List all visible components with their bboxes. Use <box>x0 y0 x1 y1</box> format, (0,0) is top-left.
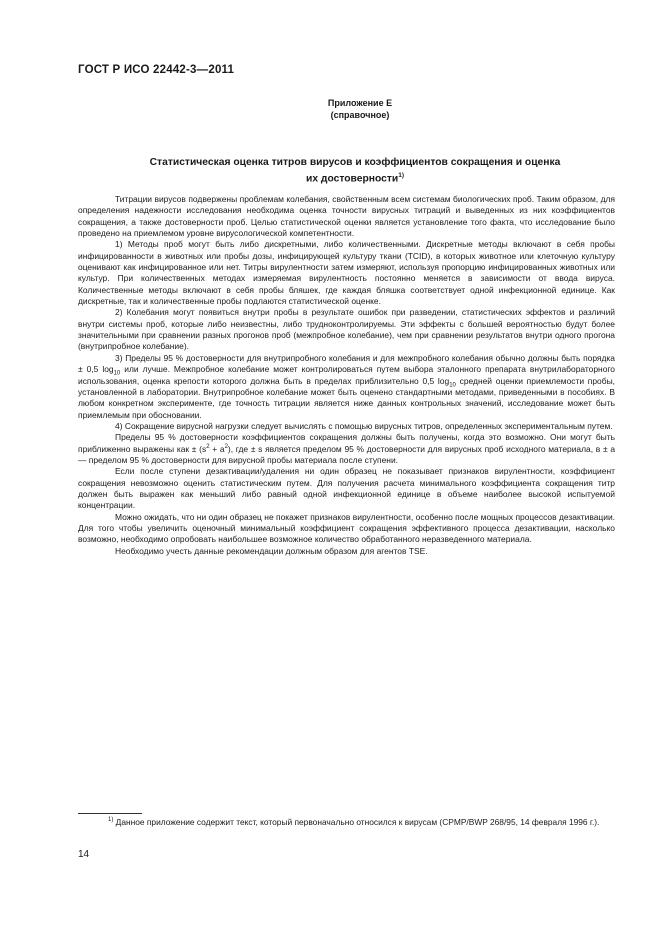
section-title <box>90 156 620 185</box>
log-subscript-2: 10 <box>449 382 456 389</box>
superscript-2: 2 <box>224 443 228 450</box>
body-text <box>78 194 615 557</box>
paragraph-3-part-b: или лучше. Межпробное колебание может контролироваться путем выбора эталонного препарата внутрилабораторного использования, оценка крепости которого должна быть в пределах приблизительно 0,5 log <box>78 364 615 386</box>
paragraph-7: Можно ожидать, что ни один образец не покажет признаков вирулентности, особенно после мощных процессов дезактивации. Для того чтобы увеличить оценочный минимальный коэффициент сокращения эффективного процесса дезактивации, насколько возможно, необходимо опробовать наибольшее возможное количество обработанного неразведенного материала. <box>78 511 615 545</box>
paragraph-5 <box>78 432 615 466</box>
paragraph-intro: Титрации вирусов подвержены проблемам колебания, свойственным всем системам биологических проб. Таким образом, для определения надежности исследования необходима оценка точности вирусных титраций и выведенных из них коэффициентов сокращения, а также достоверности проб. Целью статистической оценки является установление того факта, что исследование было проведено на приемлемом уровне вирусологической компетентности. <box>78 194 615 239</box>
annex-label: Приложение Е <box>327 98 393 108</box>
paragraph-3-part-a: 3) Пределы 95 % достоверности для внутрипробного колебания и для межпробного колебания обычно должны быть порядка ± 0,5 log <box>78 352 615 375</box>
paragraph-5-part-b: + a <box>209 443 225 454</box>
annex-status: (справочное) <box>330 110 390 120</box>
title-line-2-text: их достоверности <box>306 173 399 185</box>
annex-heading <box>260 97 460 121</box>
title-line-2 <box>90 169 620 185</box>
title-line-1: Статистическая оценка титров вирусов и коэффициентов сокращения и оценка <box>149 157 561 168</box>
paragraph-5-part-a: Пределы 95 % достоверности коэффициентов сокращения должны быть получены, когда это возможно. Они могут быть приближенно выражены как ± (s <box>78 432 615 454</box>
footnote <box>78 817 615 829</box>
paragraph-1: 1) Методы проб могут быть либо дискретными, либо количественными. Дискретные методы включают в себя пробы инфицированности в животных или пробы дозы, инфицирующей культуру ткани (TCID), в которых животное или клеточную культуру оценивают как инфицированное или нет. Титры вирулентности затем измеряют, используя пропорцию инфицированных животных или культур. При количественных методах измеряемая вирулентность постоянно меняется в зависимости от ввода вируса. Количественные методы включают в себя пробы бляшек, где каждая бляшка соответствует одной инфекционной единице. Как дискретные, так и количественные пробы подлаются статистической оценке. <box>78 239 615 307</box>
footnote-paragraph <box>78 817 615 829</box>
paragraph-6: Если после ступени дезактивации/удаления ни один образец не показывает признаков вирулентности, коэффициент сокращения невозможно оценить статистическим путем. Для получения расчета минимального коэффициента сокращения титр должен быть выражен как меньший либо равный одной инфекционной единице в объеме наиболее высокой испытуемой концентрации. <box>78 466 615 511</box>
paragraph-8: Необходимо учесть данные рекомендации должным образом для агентов TSE. <box>115 545 428 556</box>
paragraph-4: 4) Сокращение вирусной нагрузки следует вычислять с помощью вирусных титров, определенных экспериментальным путем. <box>115 420 613 431</box>
log-subscript-1: 10 <box>113 370 121 377</box>
footnote-text: Данное приложение содержит текст, который первоначально относился к вирусам (CPMP/BWP 268/95, 14 февраля 1996 г.). <box>113 817 600 827</box>
paragraph-5-part-c: ), где ± s является пределом 95 % достоверности для вирусных проб исходного материала, в ± a — пределом 95 % достоверности для вирусной пробы материала после ступени. <box>78 443 616 465</box>
document-header: ГОСТ Р ИСО 22442-3—2011 <box>78 64 235 76</box>
superscript-1: 2 <box>206 443 210 450</box>
footnote-mark: 1) <box>108 817 114 824</box>
paragraph-3 <box>78 353 615 421</box>
footnote-divider <box>78 813 142 814</box>
paragraph-3-part-c: средней оценки приемлемости пробы, установленной в лаборатории. Внутрипробное колебание может быть оценено стандартными методами, приведенными в пособиях. В любом конкретном эксперименте, где точность титрации является ниже данных контрольных значений, исследование может быть приемлемым при обосновании. <box>78 375 615 420</box>
page-number: 14 <box>78 849 90 860</box>
paragraph-2: 2) Колебания могут появиться внутри пробы в результате ошибок при разведении, статистических эффектов и различий внутри системы проб, которые либо неизвестны, либо трудноконтролируемы. Эти эффекты с большей вероятностью будут более значительными при сравнении разных прогонов проб (межпробное колебание), чем при сравнении результатов внутри одного прогона (внутрипробное колебание). <box>78 307 615 352</box>
title-footnote-mark: 1) <box>398 172 404 179</box>
